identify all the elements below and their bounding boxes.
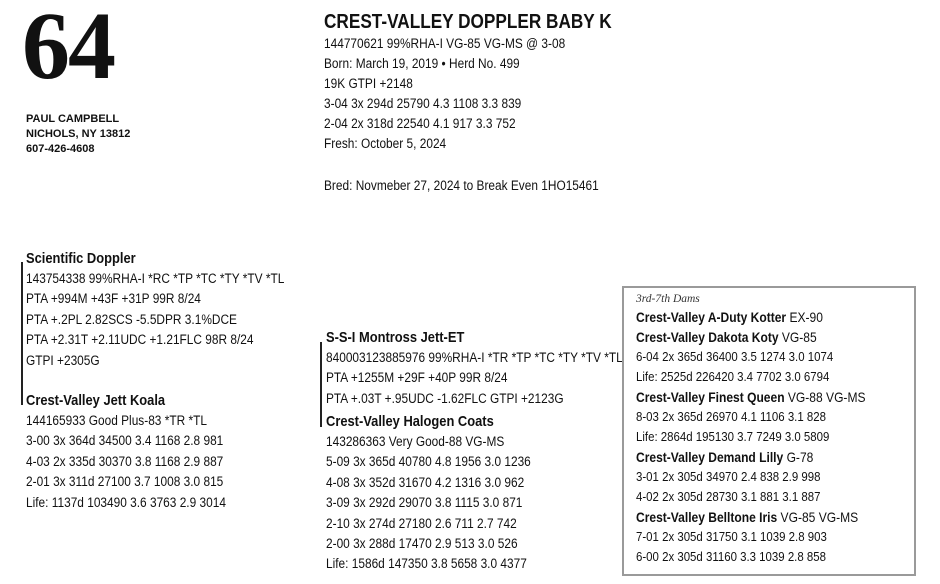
owner-name: PAUL CAMPBELL [26, 113, 120, 125]
animal-id-line: 144770621 99%RHA-I VG-85 VG-MS @ 3-08 [324, 36, 566, 51]
owner-info [26, 112, 130, 157]
dam-line: 4-03 2x 335d 30370 3.8 1168 2.9 887 [26, 453, 224, 469]
dam6-record: 4-02 2x 305d 28730 3.1 881 3.1 887 [636, 489, 821, 504]
mgs-line: PTA +1255M +29F +40P 99R 8/24 [326, 370, 508, 386]
mgd-block [326, 411, 559, 575]
mgs-bracket [320, 342, 322, 427]
sire-line: PTA +.2PL 2.82SCS -5.5DPR 3.1%DCE [26, 311, 237, 327]
mgs-line: PTA +.03T +.95UDC -1.62FLC GTPI +2123G [326, 390, 564, 406]
dam7-record: 7-01 2x 305d 31750 3.1 1039 2.8 903 [636, 529, 827, 544]
owner-location: NICHOLS, NY 13812 [26, 128, 131, 140]
dam3-name: Crest-Valley A-Duty Kotter EX-90 [636, 309, 823, 325]
dam-line: Life: 1137d 103490 3.6 3763 2.9 3014 [26, 494, 226, 510]
sire-line: GTPI +2305G [26, 352, 100, 368]
mgd-line: 3-09 3x 292d 29070 3.8 1115 3.0 871 [326, 495, 523, 511]
sire-bracket [21, 262, 23, 405]
dam6-name: Crest-Valley Demand Lilly G-78 [636, 449, 814, 465]
dam5-name: Crest-Valley Finest Queen VG-88 VG-MS [636, 389, 866, 405]
mgd-line: 2-10 3x 274d 27180 2.6 711 2.7 742 [326, 515, 517, 531]
animal-record-line: 3-04 3x 294d 25790 4.3 1108 3.3 839 [324, 96, 522, 111]
mgd-line: 4-08 3x 352d 31670 4.2 1316 3.0 962 [326, 474, 525, 490]
dam-line: 2-01 3x 311d 27100 3.7 1008 3.0 815 [26, 474, 224, 490]
mgd-line: 143286363 Very Good-88 VG-MS [326, 434, 505, 449]
lot-number: 64 [22, 0, 114, 99]
animal-header [324, 10, 659, 154]
dam7-name: Crest-Valley Belltone Iris VG-85 VG-MS [636, 509, 859, 525]
animal-fresh-line: Fresh: October 5, 2024 [324, 136, 447, 151]
animal-gtpi-line: 19K GTPI +2148 [324, 76, 413, 91]
dam4-life: Life: 2525d 226420 3.4 7702 3.0 6794 [636, 369, 830, 384]
sire-name: Scientific Doppler [26, 250, 136, 267]
dam-block [26, 390, 253, 513]
mgd-line: 5-09 3x 365d 40780 4.8 1956 3.0 1236 [326, 454, 531, 470]
dam4-name: Crest-Valley Dakota Koty VG-85 [636, 329, 817, 345]
animal-details [324, 34, 659, 154]
animal-name: CREST-VALLEY DOPPLER BABY K [324, 11, 612, 33]
bred-info [324, 176, 636, 196]
dam-line: 3-00 3x 364d 34500 3.4 1168 2.8 981 [26, 433, 224, 449]
owner-phone: 607-426-4608 [26, 143, 95, 155]
dam7-record: 6-00 2x 305d 31160 3.3 1039 2.8 858 [636, 549, 826, 564]
dam-line: 144165933 Good Plus-83 *TR *TL [26, 413, 207, 428]
mgd-line: Life: 1586d 147350 3.8 5658 3.0 4377 [326, 556, 527, 572]
mgs-line: 840003123885976 99%RHA-I *TR *TP *TC *TY *TV *TL [326, 350, 623, 365]
sire-line: PTA +2.31T +2.11UDC +1.21FLC 98R 8/24 [26, 332, 254, 348]
dam5-record: 8-03 2x 365d 26970 4.1 1106 3.1 828 [636, 409, 826, 424]
dam-name: Crest-Valley Jett Koala [26, 392, 166, 409]
mgs-block [326, 327, 663, 409]
sire-line: 143754338 99%RHA-I *RC *TP *TC *TY *TV *TL [26, 271, 285, 286]
mgd-line: 2-00 3x 288d 17470 2.9 513 3.0 526 [326, 535, 518, 551]
dams-box-content [636, 292, 903, 567]
dam4-record: 6-04 2x 365d 36400 3.5 1274 3.0 1074 [636, 349, 834, 364]
sire-line: PTA +994M +43F +31P 99R 8/24 [26, 291, 201, 307]
dam5-life: Life: 2864d 195130 3.7 7249 3.0 5809 [636, 429, 830, 444]
animal-record-line: 2-04 2x 318d 22540 4.1 917 3.3 752 [324, 116, 516, 131]
mgd-name: Crest-Valley Halogen Coats [326, 413, 494, 430]
mgs-name: S-S-I Montross Jett-ET [326, 329, 465, 346]
sire-block [26, 248, 320, 371]
animal-born-line: Born: March 19, 2019 • Herd No. 499 [324, 56, 520, 71]
dam6-record: 3-01 2x 305d 34970 2.4 838 2.9 998 [636, 469, 821, 484]
bred-line: Bred: Novmeber 27, 2024 to Break Even 1HO15461 [324, 178, 599, 193]
dams-box-header: 3rd-7th Dams [636, 293, 700, 305]
